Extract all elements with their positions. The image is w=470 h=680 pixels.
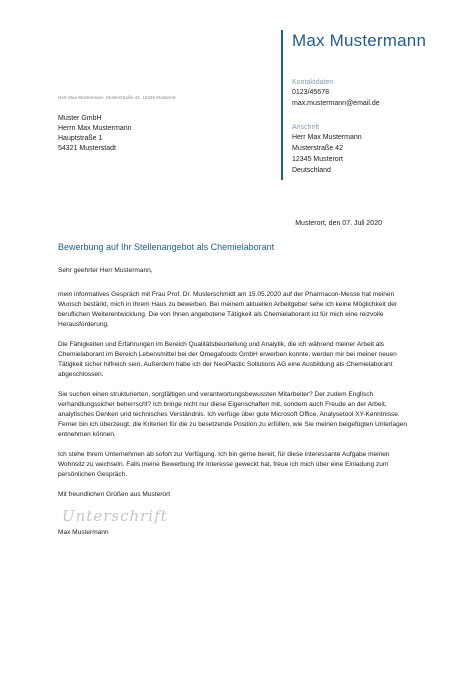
recipient-line: Herrn Max Mustermann <box>58 125 132 132</box>
address-line: Deutschland <box>292 167 331 174</box>
contact-email[interactable]: max.mustermann@email.de <box>292 100 380 107</box>
body-paragraph: Die Fähigkeiten und Erfahrungen im Bereich Qualitätsbeurteilung und Analytik, die ich während meiner Arbeit als Chemielaborant im Bereich Lebensmittel bei der Omegafoods GmbH erwerben konnte, werden mir bei meiner neuen Tätigkeit sicher hilfreich sein. Außerdem habe ich der NeoPlastic Sollutions AG eine Ausbildung als Chemielaborant abgeschlossen. <box>58 341 397 378</box>
letter-body <box>58 266 412 538</box>
address-line: Herr Max Mustermann <box>292 134 362 141</box>
recipient-line: 54321 Musterstadt <box>58 145 116 152</box>
signature: Unterschrift <box>62 507 168 525</box>
sender-line: Herr Max Mustermann, Musterstraße 42, 12345 Musterort <box>58 95 176 100</box>
body-paragraph: mein informatives Gespräch mit Frau Prof. Dr. Musterschmidt am 15.05.2020 auf der Pharmacon-Messe hat meinen Wunsch bestärkt, mich in Ihrem Haus zu bewerben. Bei meinem aktuellen Arbeitgeber sehe ich keine Möglichkeit der beruflichen Weiterentwicklung. Die von Ihnen angebotene Tätigkeit als Chemielaborant ist für mich eine reizvolle Herausforderung. <box>58 291 398 328</box>
address-line: Musterstraße 42 <box>292 145 343 152</box>
contact-label: Kontaktdaten <box>292 79 334 86</box>
recipient-line: Muster GmbH <box>58 115 102 122</box>
body-paragraph: Ich stehe Ihrem Unternehmen ab sofort zur Verfügung. Ich bin gerne bereit, für diese interessante Aufgabe meinen Wohnsitz zu wechseln. Falls meine Bewerbung Ihr Interesse geweckt hat, freue ich mich über eine Einladung zum persönlichen Gespräch. <box>58 451 390 478</box>
signer-name: Max Mustermann <box>58 529 109 536</box>
address-label: Anschrift <box>292 124 320 131</box>
contact-phone: 0123/45678 <box>292 89 329 96</box>
body-paragraph: Sie suchen einen strukturierten, sorgfältigen und verantwortungsbewussten Mitarbeiter? Der zudem Englisch verhandlungssicher beherrscht? Ich bringe nicht nur diese Eigenschaften mit, sondern auch Freude an der Arbeit, analytisches Denken und technisches Verständnis. Ich verfüge über gute Microsoft Office, Analysetool XY-Kenntnisse. Ferner bin ich überzeugt, die Kriterien für die zu besetzende Position zu erfüllen, wie Sie meinen beigefügten Unterlagen entnehmen können. <box>58 391 408 438</box>
recipient-line: Hauptstraße 1 <box>58 135 103 142</box>
header-accent-line <box>281 30 283 180</box>
letter-subject: Bewerbung auf Ihr Stellenangebot als Chemielaborant <box>58 242 275 252</box>
applicant-name: Max Mustermann <box>292 31 427 50</box>
letter-date: Musterort, den 07. Juli 2020 <box>295 220 382 227</box>
closing-line: Mit freundlichen Grüßen aus Musterort <box>58 491 171 498</box>
salutation: Sehr geehrter Herr Mustermann, <box>58 267 153 274</box>
recipient-address <box>58 114 132 154</box>
address-line: 12345 Musterort <box>292 156 343 163</box>
